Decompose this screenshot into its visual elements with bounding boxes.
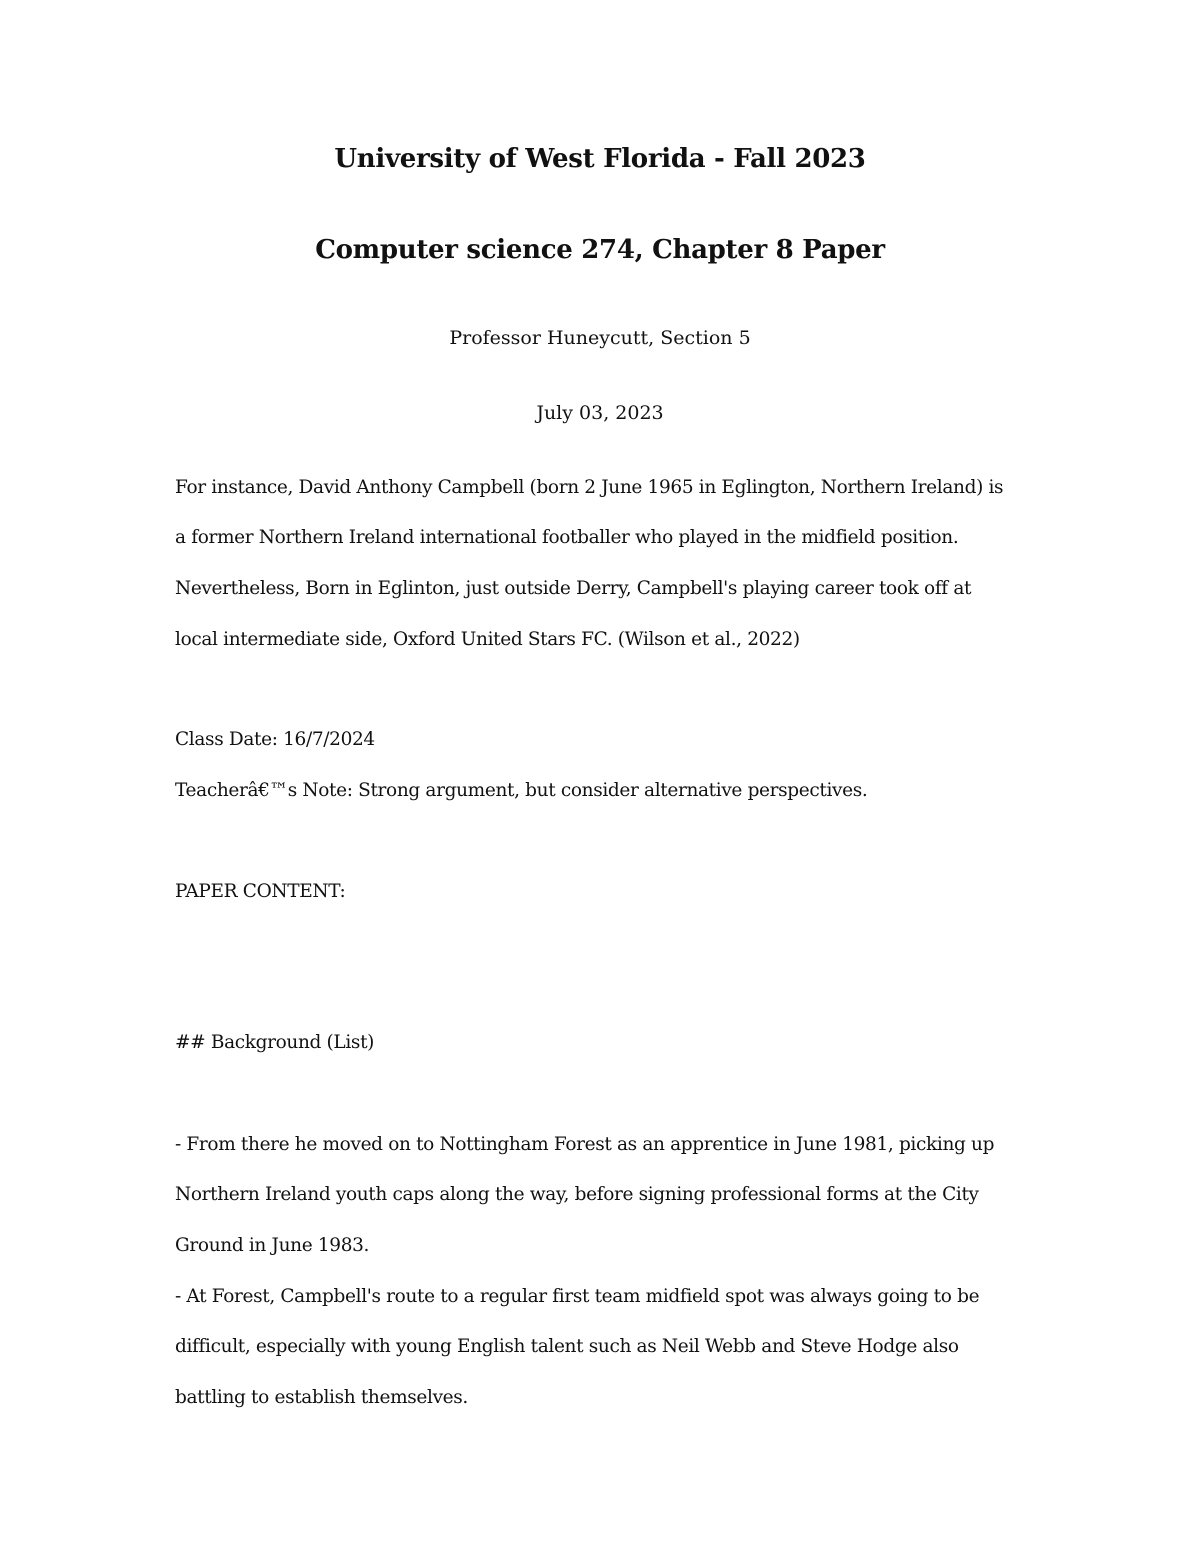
bullet-line: difficult, especially with young English talent such as Neil Webb and Steve Hodge also (175, 1336, 959, 1357)
paper-content-label: PAPER CONTENT: (175, 881, 346, 902)
class-date: Class Date: 16/7/2024 (175, 729, 375, 750)
intro-line: For instance, David Anthony Campbell (born 2 June 1965 in Eglington, Northern Ireland) is (175, 477, 1004, 498)
bullet-line: battling to establish themselves. (175, 1387, 468, 1408)
section-heading: ## Background (List) (175, 1032, 375, 1053)
bullet-line: Ground in June 1983. (175, 1235, 370, 1256)
date-line: July 03, 2023 (536, 402, 664, 424)
intro-line: a former Northern Ireland international footballer who played in the midfield position. (175, 527, 959, 548)
paper-title: Computer science 274, Chapter 8 Paper (315, 235, 885, 265)
university-title: University of West Florida - Fall 2023 (334, 144, 866, 174)
professor-line: Professor Huneycutt, Section 5 (449, 327, 751, 349)
bullet-line: - At Forest, Campbell's route to a regular first team midfield spot was always going to be (175, 1286, 980, 1307)
bullet-line: - From there he moved on to Nottingham Forest as an apprentice in June 1981, picking up (175, 1134, 995, 1155)
teacher-note: Teacherâ€™s Note: Strong argument, but consider alternative perspectives. (175, 780, 868, 801)
intro-line: Nevertheless, Born in Eglinton, just outside Derry, Campbell's playing career took off at (175, 578, 972, 599)
intro-line: local intermediate side, Oxford United Stars FC. (Wilson et al., 2022) (175, 629, 800, 650)
bullet-line: Northern Ireland youth caps along the way, before signing professional forms at the City (175, 1184, 979, 1205)
